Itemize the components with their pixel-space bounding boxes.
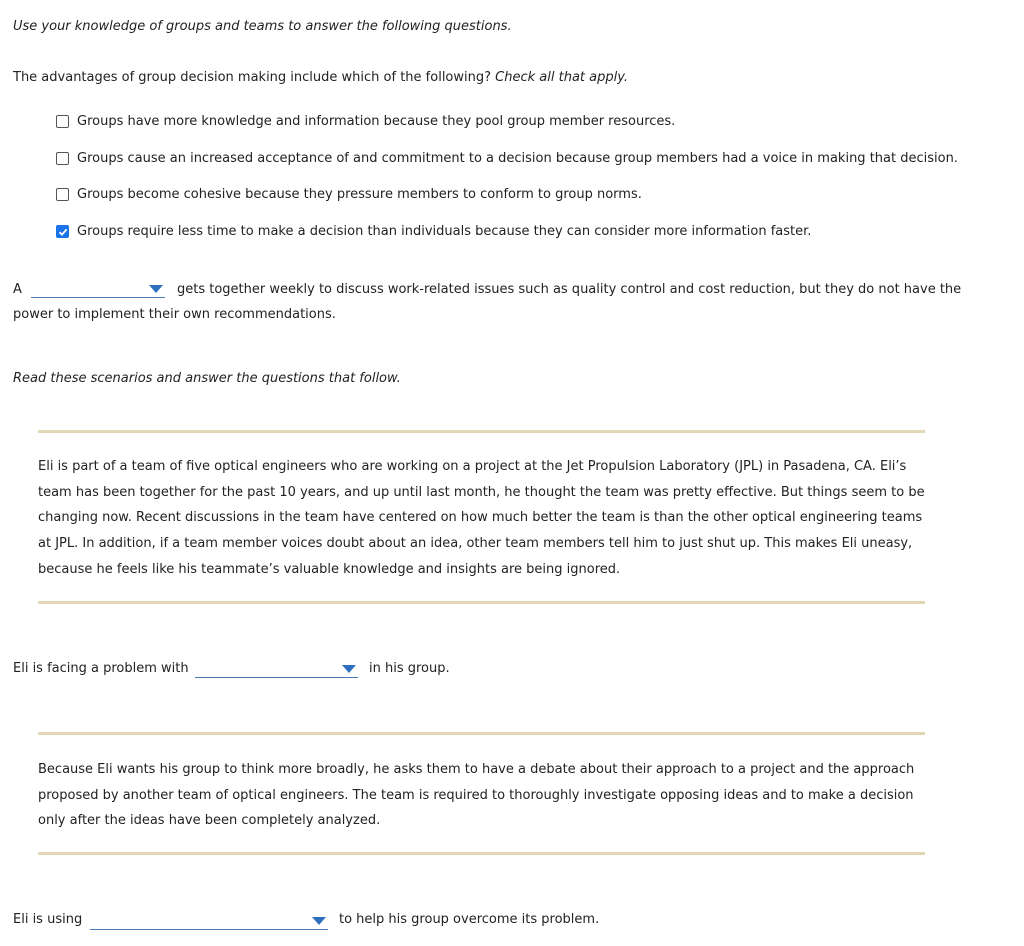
question-2-text-line1: gets together weekly to discuss work-related issues such as quality control and cost reduction, but they do not have the (177, 282, 962, 297)
scenario-1-line: changing now. Recent discussions in the team have centered on how much better the team is than the other optical engineering teams (38, 510, 923, 526)
option-4[interactable] (56, 224, 811, 239)
question-1-prompt-text: The advantages of group decision making include which of the following? (13, 70, 492, 85)
question-1-prompt (13, 70, 628, 85)
scenario-1-bottom-divider (38, 601, 925, 604)
scenario-1-line: Eli is part of a team of five optical engineers who are working on a project at the Jet Propulsion Laboratory (JPL) in Pasadena, CA. Eli’s (38, 459, 907, 474)
option-4-checkbox[interactable] (56, 225, 69, 238)
scenario-2-line: only after the ideas have been completely analyzed. (38, 813, 381, 829)
option-3[interactable] (56, 187, 642, 202)
option-1-checkbox[interactable] (56, 115, 69, 128)
scenarios-intro: Read these scenarios and answer the questions that follow. (13, 371, 401, 386)
question-1-prompt-hint: Check all that apply. (495, 70, 629, 85)
scenario-2-line: Because Eli wants his group to think more broadly, he asks them to have a debate about their approach to a project and the approach (38, 762, 915, 777)
question-4-suffix: to help his group overcome its problem. (339, 912, 600, 927)
scenario-1-line: team has been together for the past 10 years, and up until last month, he thought the team was pretty effective. But things seem to be (38, 484, 925, 500)
question-2-dropdown[interactable] (31, 283, 165, 298)
scenario-2-bottom-divider (38, 852, 925, 855)
option-2-label: Groups cause an increased acceptance of and commitment to a decision because group members had a voice in making that decision. (77, 151, 958, 166)
dropdown-arrow-icon (342, 665, 356, 673)
question-3-suffix: in his group. (369, 661, 450, 676)
option-3-checkbox[interactable] (56, 188, 69, 201)
instructions-text: Use your knowledge of groups and teams to answer the following questions. (13, 19, 512, 34)
question-4-dropdown[interactable] (90, 915, 328, 930)
scenario-1-line: at JPL. In addition, if a team member voices doubt about an idea, other team members tell him to just shut up. This makes Eli uneasy, (38, 536, 913, 552)
question-2-prefix: A (13, 282, 22, 297)
question-3-dropdown[interactable] (195, 663, 358, 678)
scenario-1-text (38, 454, 928, 583)
dropdown-arrow-icon (312, 917, 326, 925)
checkmark-icon (58, 227, 68, 237)
scenario-1-top-divider (38, 430, 925, 433)
scenario-1-line: because he feels like his teammate’s valuable knowledge and insights are being ignored. (38, 561, 621, 577)
scenario-2-line: proposed by another team of optical engineers. The team is required to thoroughly investigate opposing ideas and to make a decision (38, 787, 914, 803)
option-4-label: Groups require less time to make a decision than individuals because they can consider more information faster. (77, 224, 812, 239)
scenario-2-top-divider (38, 732, 925, 735)
dropdown-arrow-icon (149, 285, 163, 293)
question-2-text-line2: power to implement their own recommendations. (13, 307, 336, 322)
question-3-prefix: Eli is facing a problem with (13, 661, 189, 676)
option-1-label: Groups have more knowledge and information because they pool group member resources. (77, 114, 676, 129)
question-4-prefix: Eli is using (13, 912, 83, 927)
scenario-2-text (38, 757, 928, 834)
option-3-label: Groups become cohesive because they pressure members to conform to group norms. (77, 187, 642, 202)
option-1[interactable] (56, 114, 675, 129)
option-2[interactable] (56, 151, 958, 166)
option-2-checkbox[interactable] (56, 152, 69, 165)
